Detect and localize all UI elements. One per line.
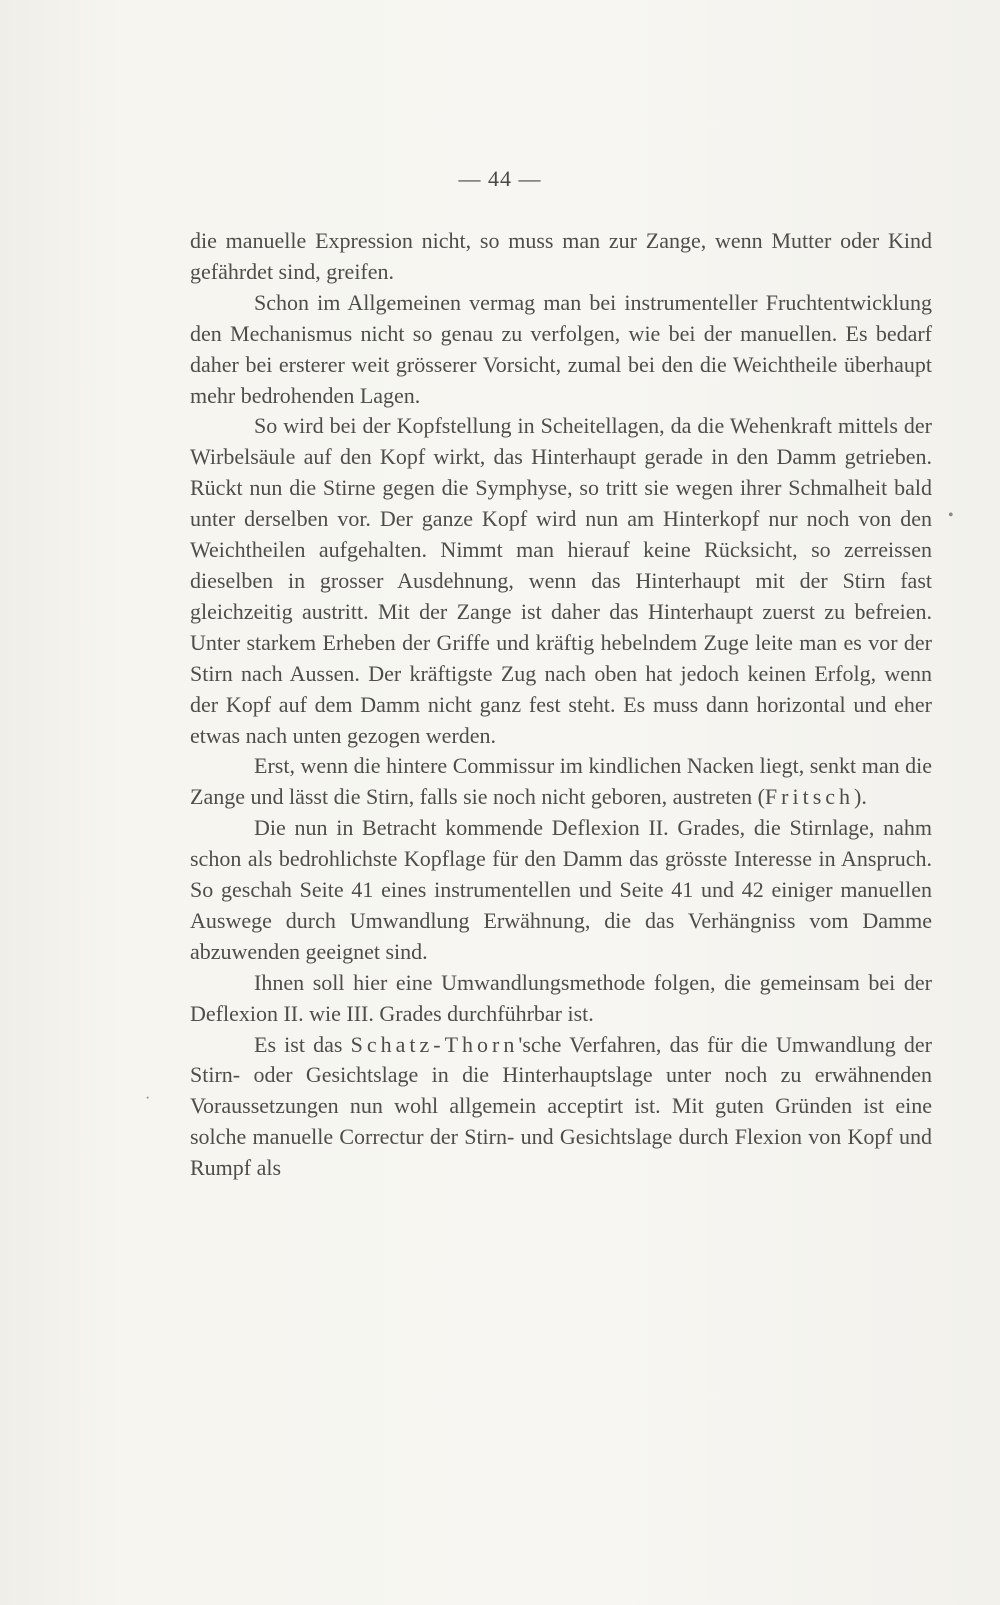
author-name-schatz-thorn: Schatz-Thorn bbox=[350, 1031, 519, 1057]
paragraph-7-text-after: 'sche Verfahren, das für die Umwandlung der Stirn- oder Gesichtslage in die Hinterhauptslage unter noch zu erwähnenden Voraussetzungen nun wohl allgemein acceptirt ist. Mit guten Gründen ist eine solche manuelle Correctur der Stirn- und Gesichtslage durch Flexion von Kopf und Rumpf als bbox=[190, 1031, 932, 1181]
page-number: — 44 — bbox=[458, 166, 542, 191]
paragraph-4 bbox=[190, 751, 932, 813]
paragraph-1: die manuelle Expression nicht, so muss man zur Zange, wenn Mutter oder Kind gefährdet sind, greifen. bbox=[190, 228, 932, 284]
body-text bbox=[190, 226, 932, 1184]
paragraph-7-text-before: Es ist das bbox=[254, 1031, 351, 1057]
paragraph-6: Ihnen soll hier eine Umwandlungsmethode folgen, die gemeinsam bei der Deflexion II. wie III. Grades durchführbar ist. bbox=[190, 969, 932, 1026]
author-name-fritsch: Fritsch bbox=[764, 784, 855, 810]
paper-speck: · bbox=[145, 1090, 151, 1107]
paragraph-5: Die nun in Betracht kommende Deflexion II. Grades, die Stirnlage, nahm schon als bedrohlichste Kopflage für den Damm das grösste Interesse in Anspruch. So geschah Seite 41 eines instrumentellen und Seite 41 und 42 einiger manuellen Auswege durch Umwandlung Erwähnung, die das Verhängniss vom Damme abzuwenden geeignet sind. bbox=[190, 815, 932, 964]
paper-speck: • bbox=[948, 507, 954, 524]
paragraph-2: Schon im Allgemeinen vermag man bei instrumenteller Fruchtentwicklung den Mechanismus nicht so genau zu verfolgen, wie bei der manuellen. Es bedarf daher bei ersterer weit grösserer Vorsicht, zumal bei den die Weichtheile überhaupt mehr bedrohenden Lagen. bbox=[190, 289, 932, 408]
paragraph-3: So wird bei der Kopfstellung in Scheitellagen, da die Wehenkraft mittels der Wirbelsäule auf den Kopf wirkt, das Hinterhaupt gerade in den Damm getrieben. Rückt nun die Stirne gegen die Symphyse, so tritt sie wegen ihrer Schmalheit bald unter derselben vor. Der ganze Kopf wird nun am Hinterkopf nur noch von den Weichtheilen aufgehalten. Nimmt man hierauf keine Rücksicht, so zerreissen dieselben in grosser Ausdehnung, wenn das Hinterhaupt mit der Stirn fast gleichzeitig austritt. Mit der Zange ist daher das Hinterhaupt zuerst zu befreien. Unter starkem Erheben der Griffe und kräftig hebelndem Zuge leite man es vor der Stirn nach Aussen. Der kräftigste Zug nach oben hat jedoch keinen Erfolg, wenn der Kopf auf dem Damm nicht ganz fest steht. Es muss dann horizontal und eher etwas nach unten gezogen werden. bbox=[190, 413, 932, 748]
paragraph-4-text-before: Erst, wenn die hintere Commissur im kindlichen Nacken liegt, senkt man die Zange und lässt die Stirn, falls sie noch nicht geboren, austreten ( bbox=[190, 753, 932, 810]
paragraph-4-text-after: ). bbox=[854, 784, 867, 810]
paragraph-7 bbox=[190, 1030, 932, 1185]
